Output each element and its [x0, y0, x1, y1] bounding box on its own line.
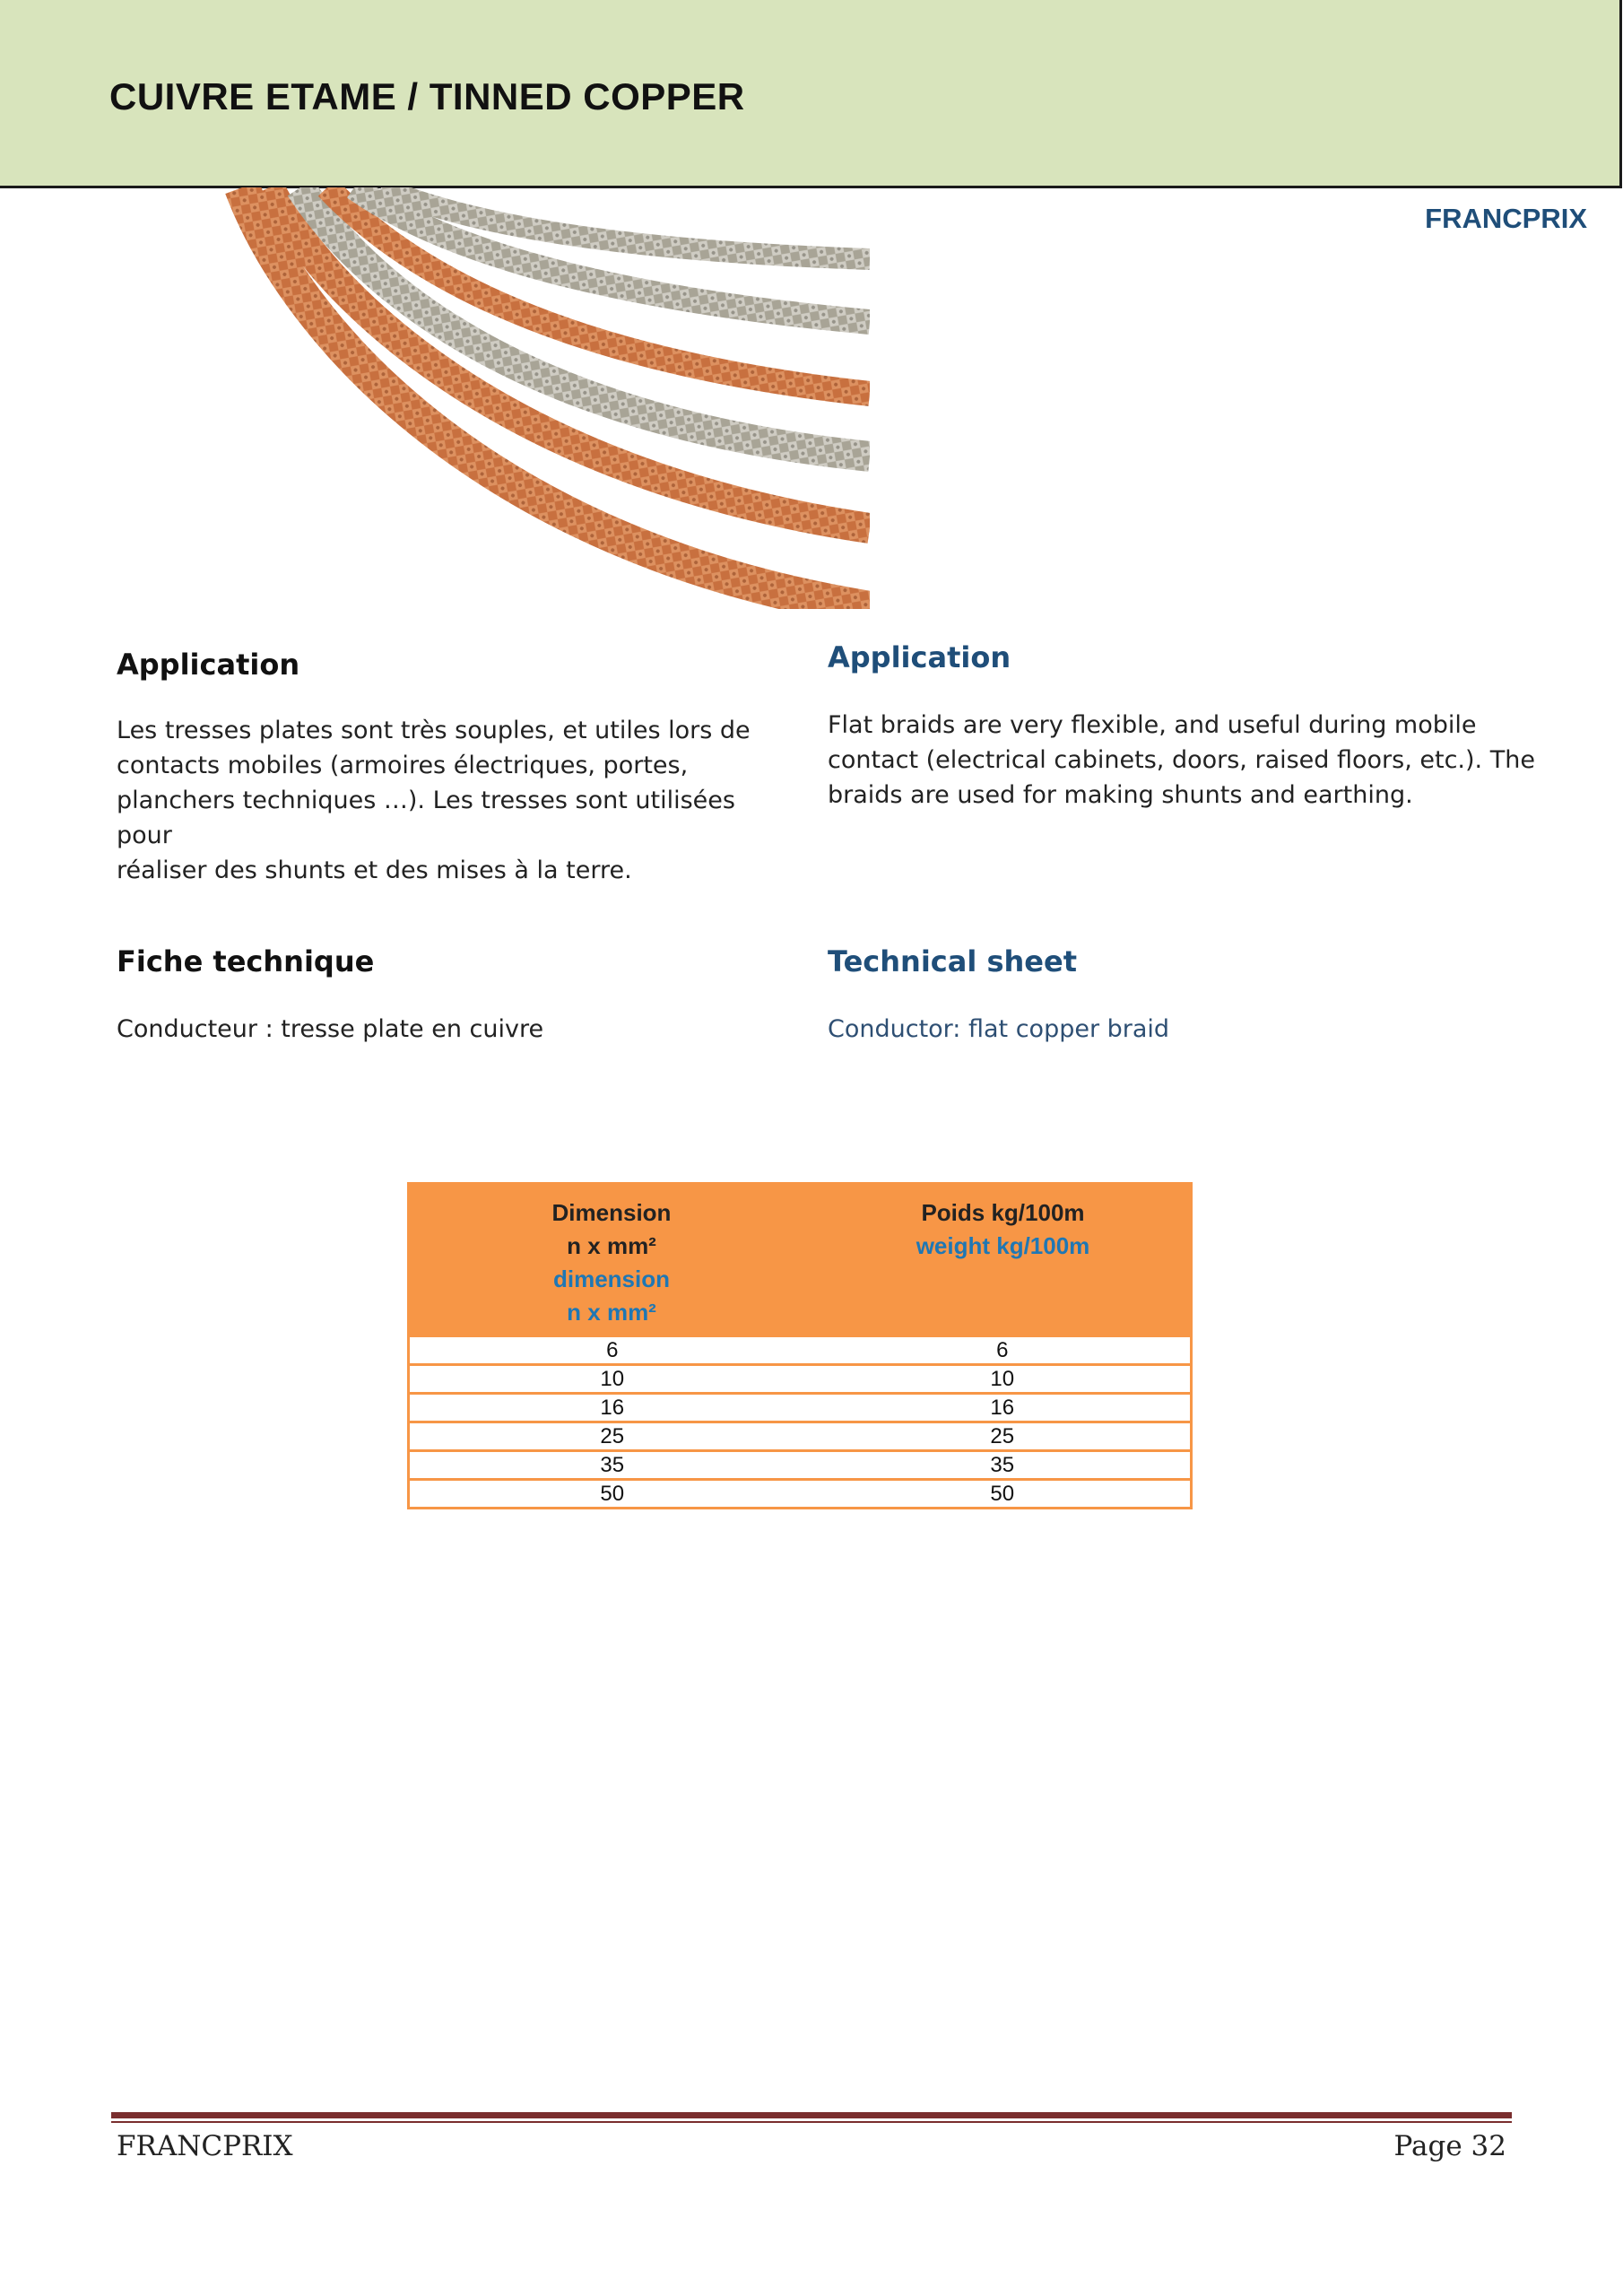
- header-weight-fr: Poids kg/100m: [921, 1199, 1085, 1226]
- header-weight-en: weight kg/100m: [916, 1232, 1090, 1259]
- header-dimension-fr: Dimension: [551, 1199, 672, 1226]
- technical-text-en: Conductor: flat copper braid: [828, 1015, 1170, 1043]
- table-row: [409, 1365, 1192, 1394]
- table-row: [409, 1422, 1192, 1451]
- application-en-line: contact (electrical cabinets, doors, raised floors, etc.). The: [828, 746, 1535, 774]
- column-header-weight: [815, 1182, 1192, 1336]
- cell-dimension: 35: [409, 1451, 815, 1480]
- application-text-en: [828, 708, 1599, 813]
- cell-weight: 10: [815, 1365, 1192, 1394]
- application-text-fr: [117, 713, 798, 888]
- header-dimension-unit-en: n x mm²: [567, 1299, 656, 1326]
- technical-heading-en: Technical sheet: [828, 944, 1077, 978]
- application-fr-line: réaliser des shunts et des mises à la terre.: [117, 857, 632, 884]
- header-band: [0, 0, 1622, 188]
- cell-weight: 16: [815, 1394, 1192, 1422]
- technical-text-fr: Conducteur : tresse plate en cuivre: [117, 1015, 544, 1043]
- page-title: CUIVRE ETAME / TINNED COPPER: [109, 75, 745, 117]
- footer-brand: FRANCPRIX: [117, 2130, 293, 2162]
- cell-weight: 35: [815, 1451, 1192, 1480]
- application-fr-line: Les tresses plates sont très souples, et utiles lors de: [117, 717, 751, 744]
- application-en-line: braids are used for making shunts and earthing.: [828, 781, 1413, 809]
- cell-dimension: 6: [409, 1336, 815, 1365]
- cell-dimension: 10: [409, 1365, 815, 1394]
- application-heading-fr: Application: [117, 648, 300, 682]
- table-row: [409, 1336, 1192, 1365]
- copper-braids-photo: [215, 187, 870, 609]
- column-header-dimension: [409, 1182, 815, 1336]
- page-number: Page 32: [1393, 2130, 1506, 2162]
- application-heading-en: Application: [828, 640, 1011, 674]
- technical-heading-fr: Fiche technique: [117, 944, 375, 978]
- table-row: [409, 1394, 1192, 1422]
- cell-dimension: 50: [409, 1480, 815, 1509]
- application-en-line: Flat braids are very flexible, and useful during mobile: [828, 711, 1477, 739]
- application-fr-line: planchers techniques …). Les tresses sont utilisées pour: [117, 787, 735, 849]
- brand-label: FRANCPRIX: [1425, 203, 1587, 234]
- header-dimension-en: dimension: [552, 1265, 670, 1292]
- specs-table: [407, 1182, 1193, 1509]
- table-row: [409, 1480, 1192, 1509]
- table-row: [409, 1451, 1192, 1480]
- footer-divider-thin: [111, 2121, 1512, 2123]
- footer-divider: [111, 2112, 1512, 2118]
- cell-weight: 6: [815, 1336, 1192, 1365]
- header-dimension-unit-fr: n x mm²: [567, 1232, 656, 1259]
- cell-weight: 50: [815, 1480, 1192, 1509]
- cell-weight: 25: [815, 1422, 1192, 1451]
- application-fr-line: contacts mobiles (armoires électriques, portes,: [117, 752, 689, 779]
- table-header-row: [409, 1182, 1192, 1336]
- cell-dimension: 16: [409, 1394, 815, 1422]
- cell-dimension: 25: [409, 1422, 815, 1451]
